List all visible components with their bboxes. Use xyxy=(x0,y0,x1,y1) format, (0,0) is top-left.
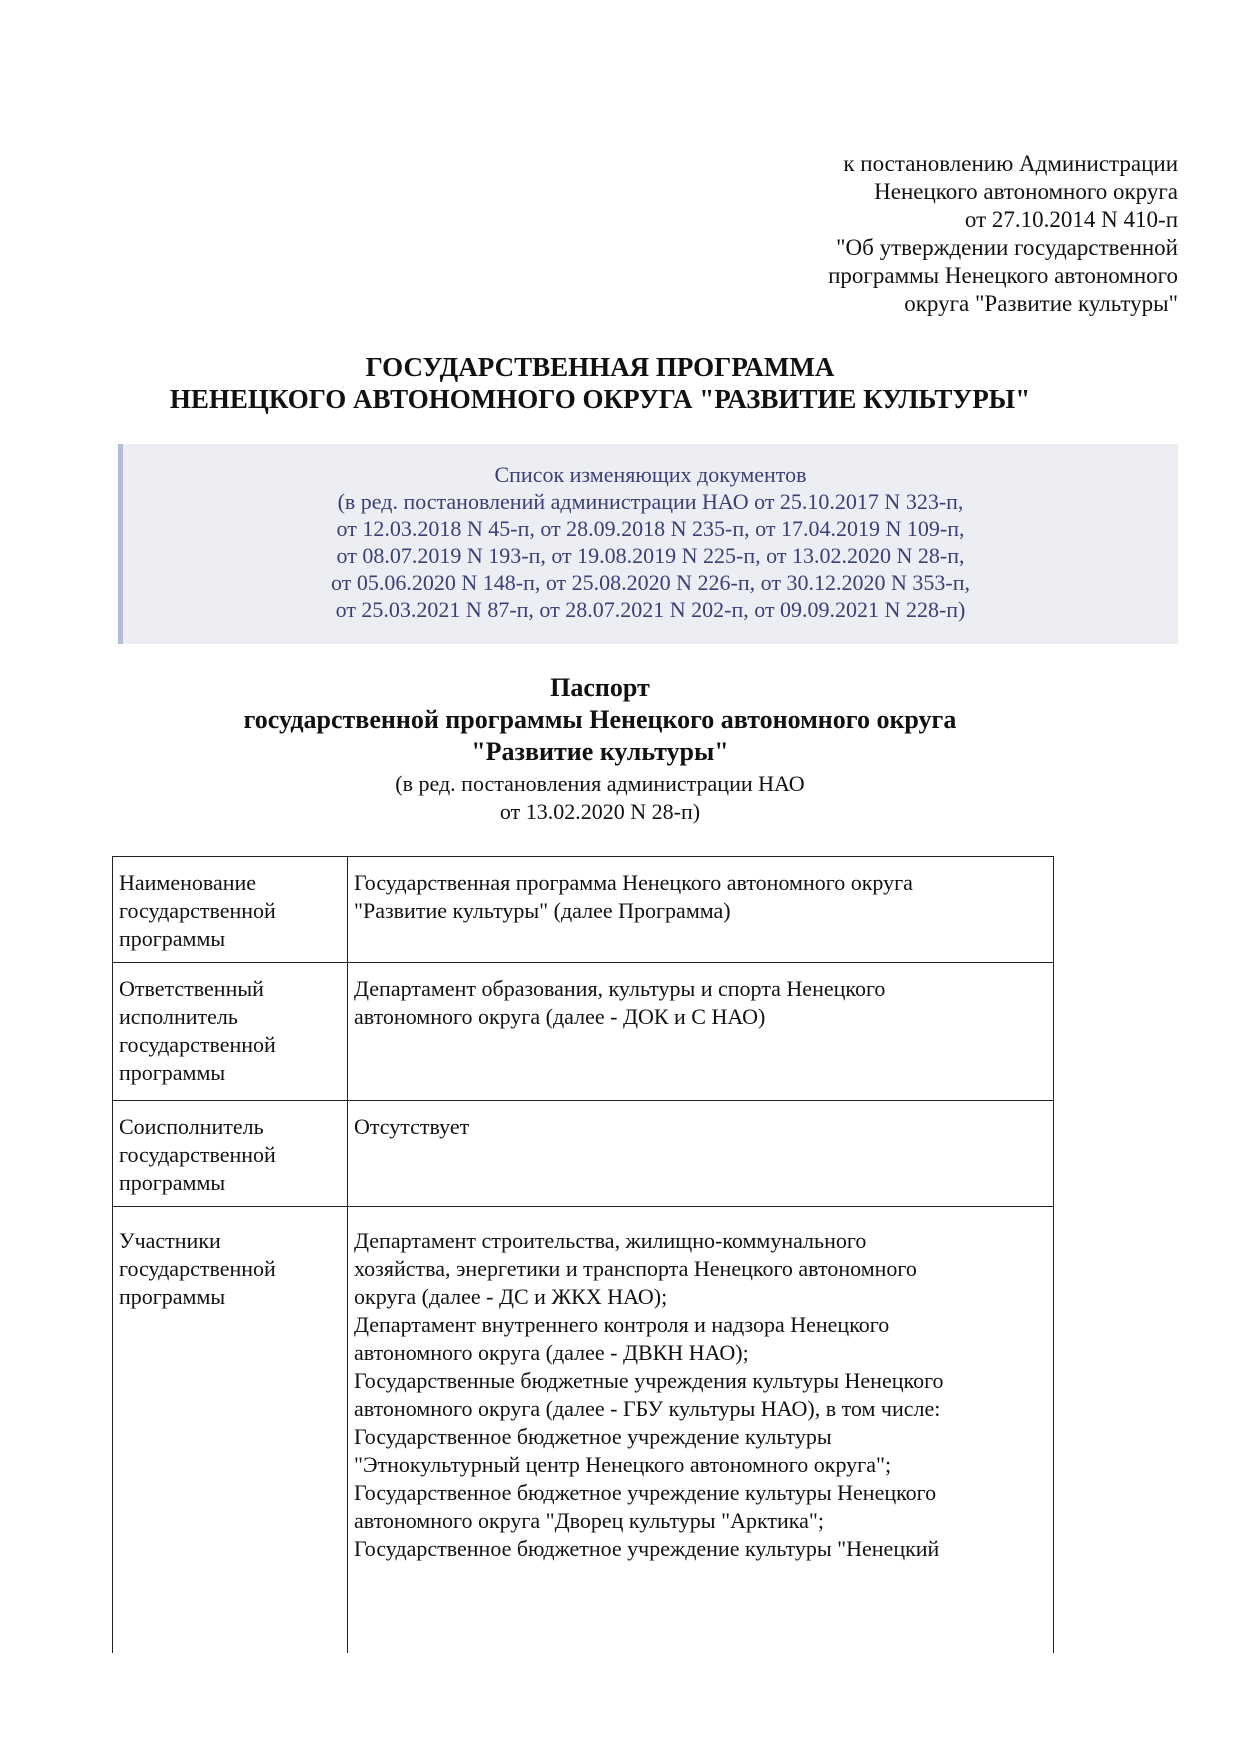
changes-list-box xyxy=(118,444,1178,644)
passport-edit-note xyxy=(100,770,1100,826)
header-line: к постановлению Администрации xyxy=(843,151,1178,176)
row-value-cell xyxy=(348,963,1054,1101)
row-label-line: государственной xyxy=(119,898,276,923)
changes-line: от 25.03.2021 N 87-п, от 28.07.2021 N 202-п, от 09.09.2021 N 228-п) xyxy=(335,597,966,622)
row-value-line: округа (далее - ДС и ЖКХ НАО); xyxy=(354,1284,668,1309)
header-line: от 27.10.2014 N 410-п xyxy=(964,207,1178,232)
program-title-line: ГОСУДАРСТВЕННАЯ ПРОГРАММА xyxy=(365,352,835,382)
table-row xyxy=(113,1101,1054,1207)
passport-edit-line: от 13.02.2020 N 28-п) xyxy=(499,799,701,824)
row-value-line: Департамент образования, культуры и спорта Ненецкого xyxy=(354,976,886,1001)
header-line: округа "Развитие культуры" xyxy=(904,291,1178,316)
row-label-line: программы xyxy=(119,926,226,951)
table-row xyxy=(113,1207,1054,1654)
row-label-line: Ответственный xyxy=(119,976,264,1001)
passport-title xyxy=(100,672,1100,768)
changes-line: от 05.06.2020 N 148-п, от 25.08.2020 N 226-п, от 30.12.2020 N 353-п, xyxy=(331,570,970,595)
row-label-cell xyxy=(113,1101,348,1207)
row-label-line: Наименование xyxy=(119,870,257,895)
row-label-line: государственной xyxy=(119,1032,276,1057)
row-value-line: Департамент строительства, жилищно-коммунального xyxy=(354,1228,867,1253)
row-value-line: автономного округа (далее - ГБУ культуры НАО), в том числе: xyxy=(354,1396,941,1421)
row-label-line: программы xyxy=(119,1060,226,1085)
row-label-cell xyxy=(113,963,348,1101)
row-label-line: программы xyxy=(119,1284,226,1309)
row-value-line: "Этнокультурный центр Ненецкого автономного округа"; xyxy=(354,1452,892,1477)
approval-header xyxy=(828,150,1178,318)
row-value-line: "Развитие культуры" (далее Программа) xyxy=(354,898,731,923)
passport-title-line: государственной программы Ненецкого автономного округа xyxy=(243,705,957,734)
row-value-line: Государственное бюджетное учреждение культуры xyxy=(354,1424,832,1449)
passport-edit-line: (в ред. постановления администрации НАО xyxy=(395,771,805,796)
row-value-cell xyxy=(348,1101,1054,1207)
row-label-cell xyxy=(113,857,348,963)
changes-line: (в ред. постановлений администрации НАО от 25.10.2017 N 323-п, xyxy=(337,489,964,514)
row-label-line: государственной xyxy=(119,1142,276,1167)
changes-heading: Список изменяющих документов xyxy=(494,462,807,487)
passport-title-line: Паспорт xyxy=(550,673,650,702)
row-label-line: Соисполнитель xyxy=(119,1114,264,1139)
changes-line: от 08.07.2019 N 193-п, от 19.08.2019 N 225-п, от 13.02.2020 N 28-п, xyxy=(336,543,965,568)
row-label-line: исполнитель xyxy=(119,1004,238,1029)
row-value-line: автономного округа (далее - ДВКН НАО); xyxy=(354,1340,749,1365)
passport-title-line: "Развитие культуры" xyxy=(471,737,729,766)
row-label-line: Участники xyxy=(119,1228,221,1253)
row-value-line: автономного округа (далее - ДОК и С НАО) xyxy=(354,1004,766,1029)
header-line: "Об утверждении государственной xyxy=(836,235,1178,260)
row-label-line: государственной xyxy=(119,1256,276,1281)
row-value-line: Государственное бюджетное учреждение культуры "Ненецкий xyxy=(354,1536,940,1561)
passport-table xyxy=(112,856,1054,1653)
table-row xyxy=(113,963,1054,1101)
row-value-line: Государственные бюджетные учреждения культуры Ненецкого xyxy=(354,1368,944,1393)
row-value-line: хозяйства, энергетики и транспорта Ненецкого автономного xyxy=(354,1256,917,1281)
row-label-cell xyxy=(113,1207,348,1654)
row-value-line: Государственная программа Ненецкого автономного округа xyxy=(354,870,913,895)
header-line: Ненецкого автономного округа xyxy=(874,179,1178,204)
header-line: программы Ненецкого автономного xyxy=(828,263,1178,288)
row-label-line: программы xyxy=(119,1170,226,1195)
row-value-line: Департамент внутреннего контроля и надзора Ненецкого xyxy=(354,1312,890,1337)
row-value-line: автономного округа "Дворец культуры "Арктика"; xyxy=(354,1508,824,1533)
row-value-line: Государственное бюджетное учреждение культуры Ненецкого xyxy=(354,1480,937,1505)
program-title-line: НЕНЕЦКОГО АВТОНОМНОГО ОКРУГА "РАЗВИТИЕ КУЛЬТУРЫ" xyxy=(169,384,1031,414)
row-value-cell xyxy=(348,857,1054,963)
table-row xyxy=(113,857,1054,963)
changes-line: от 12.03.2018 N 45-п, от 28.09.2018 N 235-п, от 17.04.2019 N 109-п, xyxy=(336,516,965,541)
row-value-line: Отсутствует xyxy=(354,1114,470,1139)
program-title xyxy=(100,351,1100,415)
row-value-cell xyxy=(348,1207,1054,1654)
